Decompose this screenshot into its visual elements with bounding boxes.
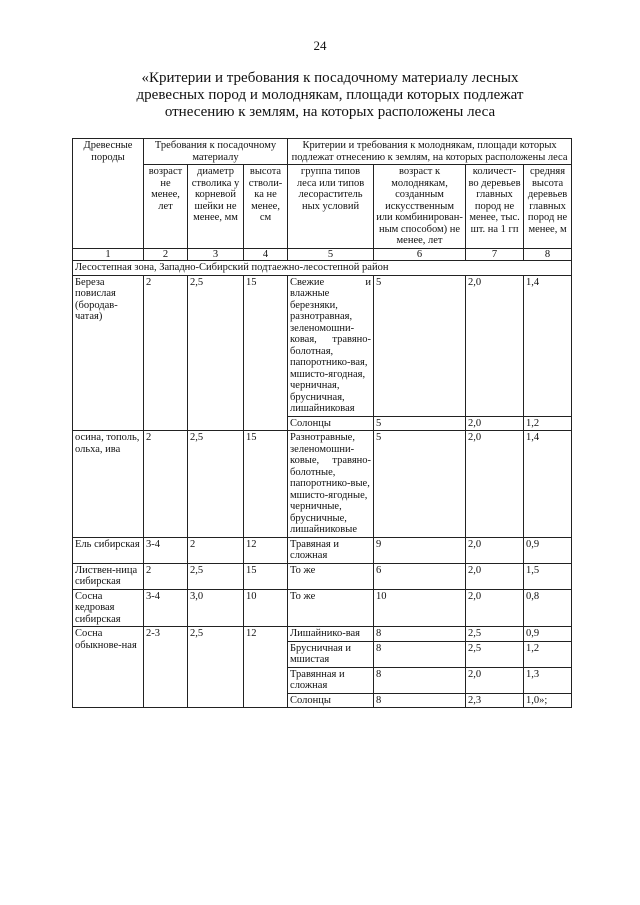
header-seedling-requirements: Требования к посадочному материалу xyxy=(144,139,288,165)
table-row xyxy=(73,431,572,538)
table-row xyxy=(73,275,572,416)
col-num: 6 xyxy=(374,248,466,261)
height-cell: 15 xyxy=(244,275,288,431)
table-row xyxy=(73,627,572,642)
age-cell: 3-4 xyxy=(144,537,188,563)
young-age-cell: 10 xyxy=(374,589,466,627)
table-row xyxy=(73,563,572,589)
forest-type-cell: Солонцы xyxy=(288,693,374,708)
document-title: «Критерии и требования к посадочному материалу лесных древесных пород и молоднякам, площади которых подлежат отнесению к землям, на которых расположены леса xyxy=(136,70,524,120)
count-cell: 2,5 xyxy=(466,641,524,667)
forest-type-cell: Лишайнико-вая xyxy=(288,627,374,642)
height-cell: 15 xyxy=(244,563,288,589)
count-cell: 2,0 xyxy=(466,563,524,589)
mean-height-cell: 1,3 xyxy=(524,667,572,693)
species-cell: осина, тополь, ольха, ива xyxy=(73,431,144,538)
diameter-cell: 2,5 xyxy=(188,431,244,538)
header-row-1 xyxy=(73,139,572,165)
zone-row xyxy=(73,261,572,276)
criteria-table xyxy=(72,138,572,708)
col-num: 7 xyxy=(466,248,524,261)
forest-type-cell: То же xyxy=(288,563,374,589)
count-cell: 2,0 xyxy=(466,416,524,431)
forest-type-cell: Солонцы xyxy=(288,416,374,431)
forest-type-cell: Разнотравные, зеленомошни-ковые, травяно-болотные, папоротнико-вые, мшисто-ягодные, черничные, брусничные, лишайниковые xyxy=(288,431,374,538)
species-cell: Сосна обыкнове-ная xyxy=(73,627,144,708)
diameter-cell: 2 xyxy=(188,537,244,563)
young-age-cell: 6 xyxy=(374,563,466,589)
count-cell: 2,5 xyxy=(466,627,524,642)
col-num: 4 xyxy=(244,248,288,261)
count-cell: 2,0 xyxy=(466,275,524,416)
mean-height-cell: 1,4 xyxy=(524,275,572,416)
mean-height-cell: 1,5 xyxy=(524,563,572,589)
height-cell: 10 xyxy=(244,589,288,627)
header-forest-type: группа типов леса или типов лесораститель ных условий xyxy=(288,165,374,249)
zone-label: Лесостепная зона, Западно-Сибирский подтаежно-лесостепной район xyxy=(73,261,572,276)
mean-height-cell: 1,2 xyxy=(524,641,572,667)
age-cell: 2-3 xyxy=(144,627,188,708)
col-num: 2 xyxy=(144,248,188,261)
young-age-cell: 5 xyxy=(374,416,466,431)
header-diameter: диаметр стволика у корневой шейки не менее, мм xyxy=(188,165,244,249)
header-species: Древесные породы xyxy=(73,139,144,249)
diameter-cell: 3,0 xyxy=(188,589,244,627)
header-mean-height: средняя высота деревьев главных пород не менее, м xyxy=(524,165,572,249)
col-num: 1 xyxy=(73,248,144,261)
diameter-cell: 2,5 xyxy=(188,563,244,589)
age-cell: 2 xyxy=(144,275,188,431)
header-young-requirements: Критерии и требования к молоднякам, площади которых подлежат отнесению к землям, на которых расположены леса xyxy=(288,139,572,165)
mean-height-cell: 1,4 xyxy=(524,431,572,538)
height-cell: 12 xyxy=(244,537,288,563)
mean-height-cell: 0,9 xyxy=(524,627,572,642)
header-young-age: возраст к молоднякам, созданным искусственным или комбинирован-ным способом) не менее, лет xyxy=(374,165,466,249)
young-age-cell: 9 xyxy=(374,537,466,563)
age-cell: 2 xyxy=(144,563,188,589)
species-cell: Ель сибирская xyxy=(73,537,144,563)
mean-height-cell: 1,0»; xyxy=(524,693,572,708)
header-age: возраст не менее, лет xyxy=(144,165,188,249)
age-cell: 3-4 xyxy=(144,589,188,627)
forest-type-cell: Свежие и влажные березняки, разнотравная, зеленомошни-ковая, травяно-болотная, папоротнико-вая, мшисто-ягодная, черничная, брусничная, лишайниковая xyxy=(288,275,374,416)
count-cell: 2,0 xyxy=(466,589,524,627)
species-cell: Береза повислая (бородав-чатая) xyxy=(73,275,144,431)
height-cell: 12 xyxy=(244,627,288,708)
mean-height-cell: 1,2 xyxy=(524,416,572,431)
mean-height-cell: 0,9 xyxy=(524,537,572,563)
count-cell: 2,0 xyxy=(466,667,524,693)
header-count: количест-во деревьев главных пород не менее, тыс. шт. на 1 гп xyxy=(466,165,524,249)
page-number: 24 xyxy=(313,38,327,53)
col-num: 5 xyxy=(288,248,374,261)
young-age-cell: 8 xyxy=(374,641,466,667)
count-cell: 2,0 xyxy=(466,431,524,538)
col-num: 8 xyxy=(524,248,572,261)
young-age-cell: 5 xyxy=(374,275,466,416)
header-row-2 xyxy=(73,165,572,249)
age-cell: 2 xyxy=(144,431,188,538)
young-age-cell: 5 xyxy=(374,431,466,538)
count-cell: 2,3 xyxy=(466,693,524,708)
young-age-cell: 8 xyxy=(374,693,466,708)
column-number-row xyxy=(73,248,572,261)
mean-height-cell: 0,8 xyxy=(524,589,572,627)
diameter-cell: 2,5 xyxy=(188,275,244,431)
young-age-cell: 8 xyxy=(374,627,466,642)
species-cell: Листвен-ница сибирская xyxy=(73,563,144,589)
header-height: высота стволи-ка не менее, см xyxy=(244,165,288,249)
table-row xyxy=(73,589,572,627)
height-cell: 15 xyxy=(244,431,288,538)
table-row xyxy=(73,537,572,563)
col-num: 3 xyxy=(188,248,244,261)
species-cell: Сосна кедровая сибирская xyxy=(73,589,144,627)
forest-type-cell: Травяная и сложная xyxy=(288,537,374,563)
forest-type-cell: То же xyxy=(288,589,374,627)
count-cell: 2,0 xyxy=(466,537,524,563)
diameter-cell: 2,5 xyxy=(188,627,244,708)
forest-type-cell: Брусничная и мшистая xyxy=(288,641,374,667)
forest-type-cell: Травянная и сложная xyxy=(288,667,374,693)
young-age-cell: 8 xyxy=(374,667,466,693)
